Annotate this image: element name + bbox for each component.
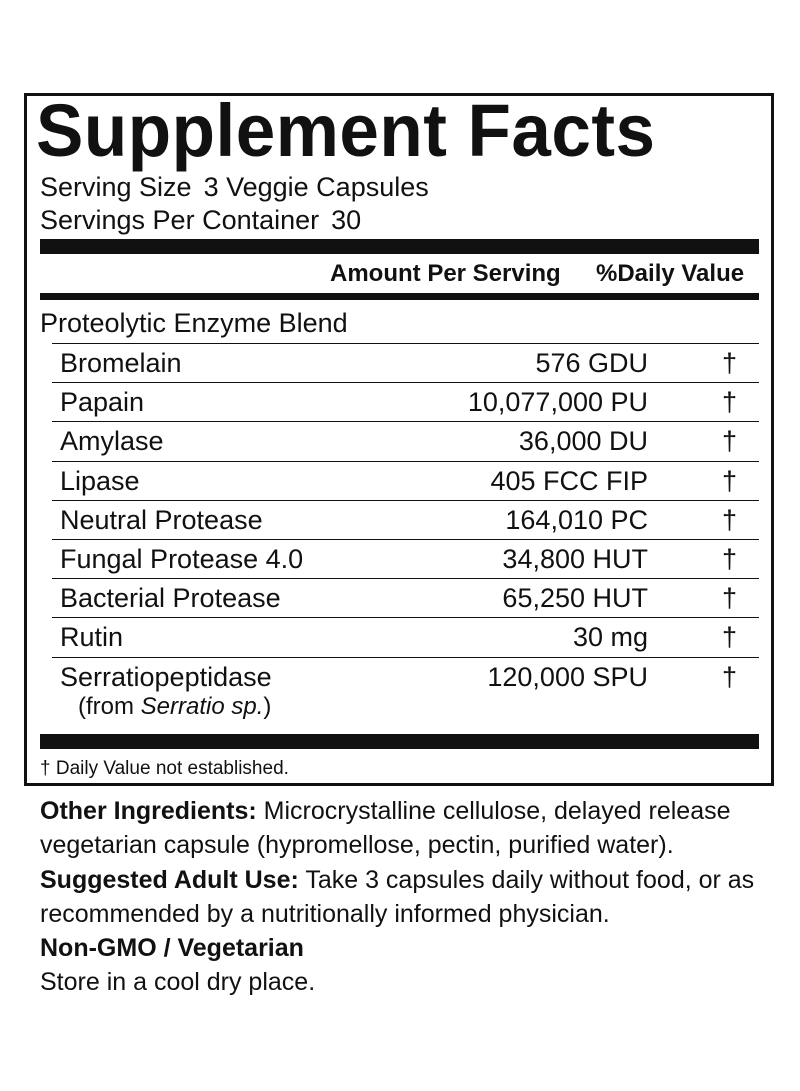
panel-title: Supplement Facts <box>36 89 656 172</box>
ingredient-row <box>0 421 800 460</box>
daily-value-dagger: † <box>722 465 738 496</box>
daily-value-dagger: † <box>722 426 738 457</box>
ingredient-amount: 164,010 PC <box>505 504 648 535</box>
ingredient-name: Rutin <box>60 622 124 653</box>
ingredient-name: Amylase <box>60 426 164 457</box>
daily-value-dagger: † <box>722 583 738 614</box>
claims-text: Non-GMO / Vegetarian <box>40 934 304 962</box>
ingredient-row <box>0 500 800 539</box>
daily-value-dagger: † <box>722 622 738 653</box>
servings-per-container-label: Servings Per Container <box>40 205 320 235</box>
suggested-use <box>40 863 770 931</box>
daily-value-footnote: † Daily Value not established. <box>40 758 289 779</box>
suggested-use-label: Suggested Adult Use: <box>40 866 299 894</box>
other-ingredients-label: Other Ingredients: <box>40 797 257 825</box>
servings-per-container-value: 30 <box>331 205 362 235</box>
ingredient-name: Neutral Protease <box>60 504 263 535</box>
ingredient-row <box>0 461 800 500</box>
serving-size-label: Serving Size <box>40 172 192 202</box>
ingredient-name: Bromelain <box>60 348 182 378</box>
storage-instructions: Store in a cool dry place. <box>40 968 316 996</box>
daily-value-dagger: † <box>722 661 738 692</box>
ingredient-name: Papain <box>60 387 145 418</box>
claims <box>40 931 770 965</box>
source-note-prefix: (from <box>78 692 141 720</box>
ingredient-amount: 405 FCC FIP <box>490 465 648 496</box>
source-note-suffix: ) <box>263 692 272 720</box>
amount-per-serving-header: Amount Per Serving <box>330 260 561 287</box>
other-ingredients <box>40 794 770 862</box>
ingredient-name: Fungal Protease 4.0 <box>60 544 304 574</box>
serving-size <box>40 171 429 203</box>
servings-per-container <box>40 204 361 236</box>
daily-value-header: %Daily Value <box>596 260 745 287</box>
blend-name: Proteolytic Enzyme Blend <box>40 308 348 338</box>
daily-value-dagger: † <box>722 348 738 378</box>
ingredient-amount: 30 mg <box>572 622 648 653</box>
thick-divider-top <box>40 239 759 254</box>
ingredient-row <box>0 657 800 720</box>
ingredient-name: Bacterial Protease <box>60 583 281 614</box>
ingredient-row <box>0 539 800 578</box>
ingredient-row <box>0 343 800 382</box>
ingredient-amount: 10,077,000 PU <box>467 387 648 418</box>
ingredient-row <box>0 578 800 617</box>
ingredient-amount: 36,000 DU <box>518 426 648 457</box>
ingredient-name: Lipase <box>60 465 140 496</box>
ingredient-amount: 34,800 HUT <box>502 544 648 574</box>
suggested-use-text: Take 3 capsules daily without food, or as recommended by a nutritionally informed physician. <box>40 866 755 928</box>
medium-divider <box>40 293 759 300</box>
ingredient-amount: 65,250 HUT <box>502 583 648 614</box>
other-ingredients-text: Microcrystalline cellulose, delayed release vegetarian capsule (hypromellose, pectin, purified water). <box>40 797 731 859</box>
ingredient-amount: 120,000 SPU <box>487 661 648 692</box>
ingredient-name: Serratiopeptidase <box>60 661 272 692</box>
daily-value-dagger: † <box>722 504 738 535</box>
ingredient-source-note <box>78 693 271 721</box>
ingredient-row <box>0 382 800 421</box>
daily-value-dagger: † <box>722 544 738 574</box>
serving-size-value: 3 Veggie Capsules <box>203 172 429 202</box>
thick-divider-bottom <box>40 734 759 749</box>
source-note-species: Serratio sp. <box>140 692 264 720</box>
ingredient-row <box>0 617 800 656</box>
daily-value-dagger: † <box>722 387 738 418</box>
ingredient-amount: 576 GDU <box>535 348 648 378</box>
